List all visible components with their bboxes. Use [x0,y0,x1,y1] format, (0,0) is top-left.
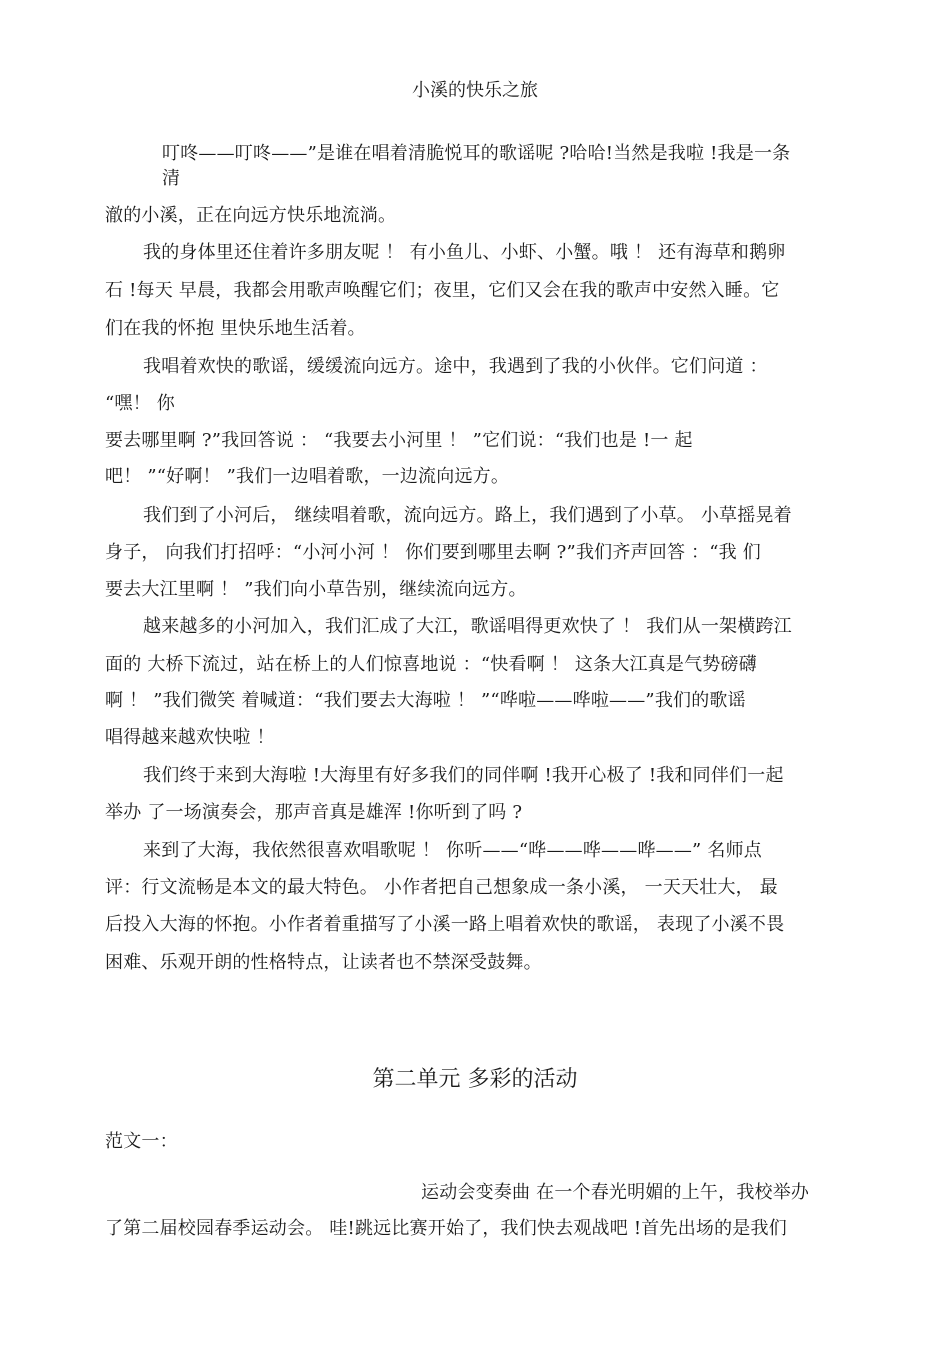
story-line: 要去哪里啊 ?”我回答说 ： “我要去小河里 ！ ”它们说：“我们也是 !一 起 [105,430,693,451]
story-line: 们在我的怀抱 里快乐地生活着。 [105,318,366,339]
story-line: 清 [162,168,181,189]
story-line: 我的身体里还住着许多朋友呢 ！ 有小鱼儿、小虾、小蟹。哦 ！ 还有海草和鹅卵 [143,242,786,263]
sample-label: 范文一： [105,1131,178,1152]
story-title: 小溪的快乐之旅 [412,80,538,101]
unit-title: 第二单元 多彩的活动 [372,1067,578,1092]
story-line: 叮咚——叮咚——”是谁在唱着清脆悦耳的歌谣呢 ?哈哈!当然是我啦 !我是一条 [162,143,791,164]
story-line: 越来越多的小河加入，我们汇成了大江，歌谣唱得更欢快了 ！ 我们从一架横跨江 [143,616,792,637]
story-line: 要去大江里啊 ！ ”我们向小草告别，继续流向远方。 [105,579,527,600]
story-line: “嘿！ 你 [105,393,175,414]
sample-line: 了第二届校园春季运动会。 哇!跳远比赛开始了，我们快去观战吧 !首先出场的是我们 [105,1218,787,1239]
story-line: 吧！ ”“好啊！ ”我们一边唱着歌，一边流向远方。 [105,466,510,487]
story-line: 我们终于来到大海啦 !大海里有好多我们的同伴啊 !我开心极了 !我和同伴们一起 [143,765,784,786]
story-line: 来到了大海，我依然很喜欢唱歌呢 ！ 你听——“哗——哗——哗——” 名师点 [143,840,762,861]
story-line: 唱得越来越欢快啦 ！ [105,727,275,748]
story-line: 后投入大海的怀抱。小作者着重描写了小溪一路上唱着欢快的歌谣， 表现了小溪不畏 [105,914,785,935]
story-line: 身子， 向我们打招呼：“小河小河 ！ 你们要到哪里去啊 ?”我们齐声回答 ：“我 们 [105,542,761,563]
story-line: 啊 ！ ”我们微笑 着喊道：“我们要去大海啦 ！ ”“哗啦——哗啦——”我们的歌谣 [105,690,746,711]
story-line: 我唱着欢快的歌谣，缓缓流向远方。途中，我遇到了我的小伙伴。它们问道 ： [143,356,768,377]
story-line: 石 !每天 早晨，我都会用歌声唤醒它们；夜里，它们又会在我的歌声中安然入睡。它 [105,280,780,301]
story-line: 评：行文流畅是本文的最大特色。 小作者把自己想象成一条小溪， 一天天壮大， 最 [105,877,778,898]
story-line: 举办 了一场演奏会，那声音真是雄浑 !你听到了吗 ? [105,802,523,823]
story-line: 困难、乐观开朗的性格特点，让读者也不禁深受鼓舞。 [105,952,542,973]
story-line: 面的 大桥下流过，站在桥上的人们惊喜地说 ：“快看啊 ！ 这条大江真是气势磅礴 [105,654,757,675]
story-line: 澈的小溪，正在向远方快乐地流淌。 [105,205,397,226]
sample-line: 运动会变奏曲 在一个春光明媚的上午，我校举办 [421,1182,810,1203]
story-line: 我们到了小河后， 继续唱着歌，流向远方。路上，我们遇到了小草。 小草摇晃着 [143,505,792,526]
